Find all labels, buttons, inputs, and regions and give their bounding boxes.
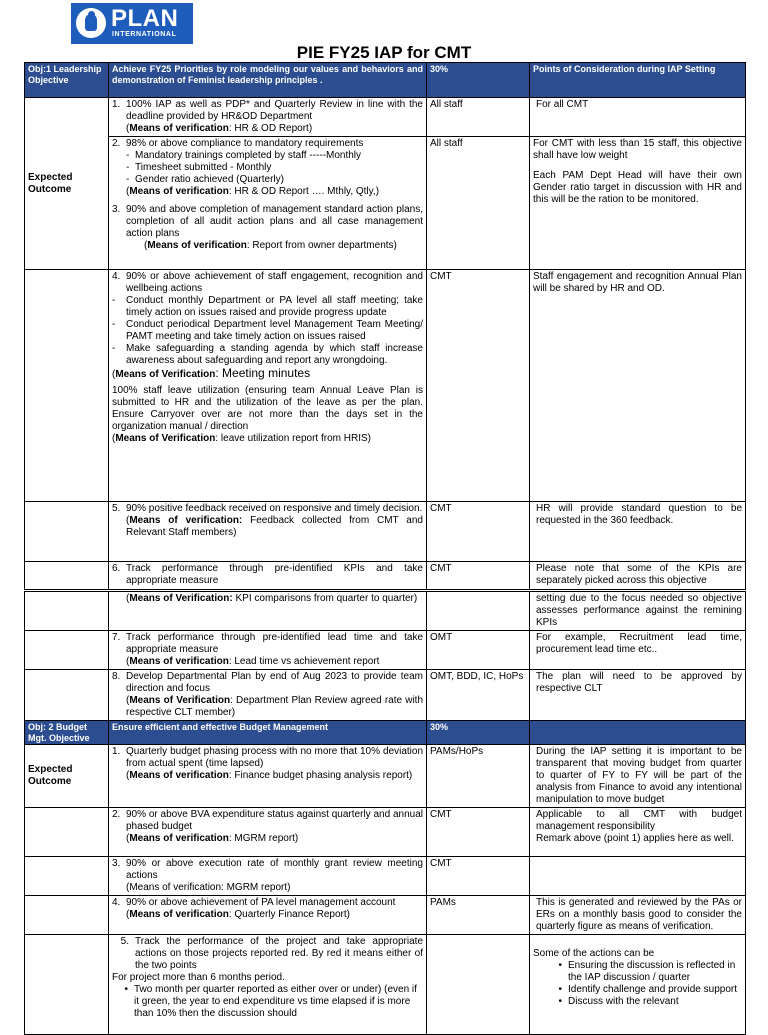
table-row: 2. 90% or above BVA expenditure status against quarterly and annual phased budget (Means of verification: MGRM report) CMT Applicable to all CMT with budget management responsibility Remark above (point 1) applies here as well. bbox=[25, 808, 746, 857]
logo-subtitle: INTERNATIONAL bbox=[112, 31, 177, 38]
iap-table-part-1 bbox=[24, 62, 746, 590]
table-row: 7. Track performance through pre-identified lead time and take appropriate measure (Means of verification: Lead time vs achievement report OMT For example, Recruitment lead time, procurement lead time etc.. bbox=[25, 631, 746, 670]
table-row: 4. 90% or above achievement of staff engagement, recognition and wellbeing actions - Conduct monthly Department or PA level all staff meeting; take timely action on issues raised and provide progress update - Conduct periodical Department level Management Team Meeting/ PAMT meeting and take timely action on issues raised - Make safeguarding a standing agenda by which staff increase awareness about safeguarding and report any wrongdoing. (Means of Verification: Meeting minutes 100% staff leave utilization (ensuring team Annual Leave Plan is submitted to HR and the utilization of the leave as per the plan. Ensure Carryover over are not more than the days set in the organization manual / direction (Means of Verification: leave utilization report from HRIS) CMT Staff engagement and recognition Annual Plan will be shared by HR and OD. bbox=[25, 270, 746, 502]
expected-outcome-label: Expected Outcome bbox=[25, 98, 109, 270]
page-title: PIE FY25 IAP for CMT bbox=[296, 43, 472, 62]
objective-2-weight: 30% bbox=[427, 721, 530, 745]
table-row: Expected Outcome 1. 100% IAP as well as PDP* and Quarterly Review in line with the deadline provided by HR&OD Department (Means of verification: HR & OD Report) All staff For all CMT bbox=[25, 98, 746, 137]
objective-1-weight: 30% bbox=[427, 63, 530, 98]
table-row: 6. Track performance through pre-identified KPIs and take appropriate measure CMT Please note that some of the KPIs are separately picked across this objective bbox=[25, 562, 746, 590]
iap-table-part-2 bbox=[24, 591, 746, 1035]
objective-2-label: Obj: 2 Budget Mgt. Objective bbox=[25, 721, 109, 745]
logo-emblem-icon bbox=[76, 8, 106, 38]
objective-1-description: Achieve FY25 Priorities by role modeling our values and behaviors and demonstration of Feminist leadership principles . bbox=[109, 63, 427, 98]
table-row: 5. Track the performance of the project and take appropriate actions on those projects reported red. By red it means either of the two points For project more than 6 months period. • Two month per quarter reported as either over or under) (even if it green, the year to end expenditure vs time elapsed if is more than 10% then the discussion should Some of the actions can be • Ensuring the discussion is reflected in the IAP discussion / quarter • Identify challenge and provide support • Discuss with the relevant bbox=[25, 935, 746, 1035]
table-row: Expected Outcome 1. Quarterly budget phasing process with no more that 10% deviation from actual spent (time lapsed) (Means of verification: Finance budget phasing analysis report) PAMs/HoPs During the IAP setting it is important to be transparent that moving budget from quarter to quarter of FY to FY will be part of the analysis from Finance to avoid any intentional manipulation to move budget bbox=[25, 745, 746, 808]
points-of-consideration-header: Points of Consideration during IAP Setting bbox=[530, 63, 746, 98]
table-row: 2. 98% or above compliance to mandatory requirements - Mandatory trainings completed by staff -----Monthly - Timesheet submitted - Monthly - Gender ratio achieved (Quarterly) (Means of verification: HR & OD Report …. Mthly, Qtly,) 3. 90% and above completion of management standard action plans, completion of all audit action plans and all case management action plans (Means of verification: Report from owner departments) All staff For CMT with less than 15 staff, this objective shall have low weight Each PAM Dept Head will have their own Gender ratio target in discussion with HR and this will be the ration to be monitored. bbox=[25, 137, 746, 270]
table-row: 4. 90% or above achievement of PA level management account (Means of verification: Quarterly Finance Report) PAMs This is generated and reviewed by the PAs or ERs on a monthly basis good to consider the quarterly figure as means of verification. bbox=[25, 896, 746, 935]
plan-international-logo bbox=[71, 3, 193, 44]
table-row: 3. 90% or above execution rate of monthly grant review meeting actions (Means of verification: MGRM report) CMT bbox=[25, 857, 746, 896]
objective-2-description: Ensure efficient and effective Budget Management bbox=[109, 721, 427, 745]
logo-wordmark: PLAN bbox=[111, 5, 179, 32]
objective-2-header-row bbox=[25, 721, 746, 745]
objective-1-header-row bbox=[25, 63, 746, 98]
table-row: 8. Develop Departmental Plan by end of Aug 2023 to provide team direction and focus (Means of Verification: Department Plan Review agreed rate with respective CLT member) OMT, BDD, IC, HoPs The plan will need to be approved by respective CLT bbox=[25, 670, 746, 721]
table-row: 5. 90% positive feedback received on responsive and timely decision. (Means of verification: Feedback collected from CMT and Relevant Staff members) CMT HR will provide standard question to be requested in the 360 feedback. bbox=[25, 502, 746, 562]
table-row: (Means of Verification: KPI comparisons from quarter to quarter) setting due to the focus needed so objective assesses performance against the remining KPIs bbox=[25, 592, 746, 631]
objective-1-label: Obj:1 Leadership Objective bbox=[25, 63, 109, 98]
